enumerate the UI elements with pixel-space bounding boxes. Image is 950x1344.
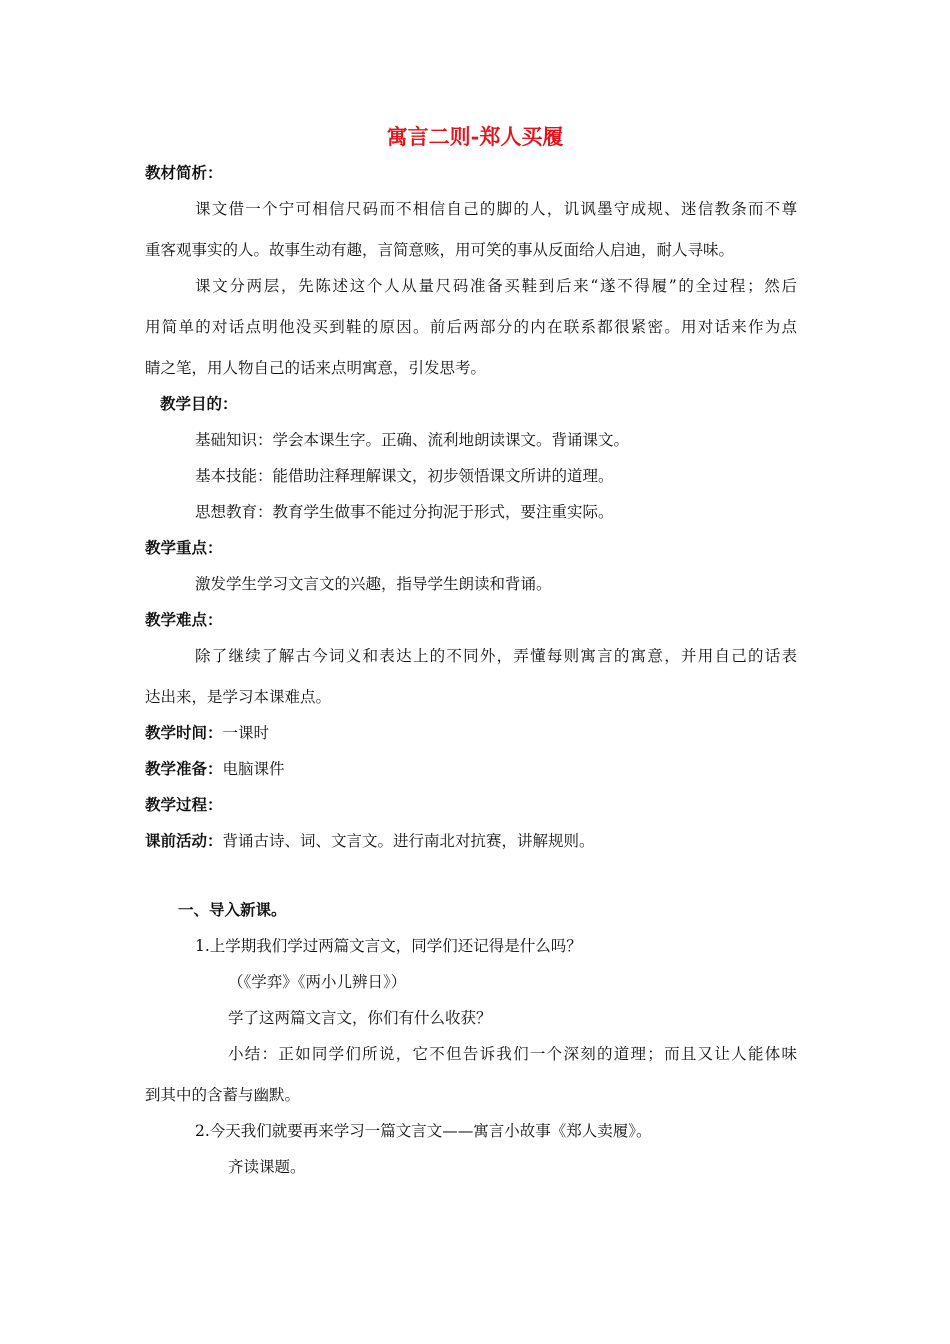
analysis-paragraph-2-line-2: 用简单的对话点明他没买到鞋的原因。前后两部分的内在联系都很紧密。用对话来作为点 — [145, 318, 797, 336]
document-title: 寓言二则-郑人买履 — [386, 124, 564, 149]
difficulties-heading: 教学难点： — [145, 610, 223, 629]
goal-thinking: 思想教育：教育学生做事不能过分拘泥于形式，要注重实际。 — [195, 503, 614, 521]
analysis-paragraph-2-line-1: 课文分两层，先陈述这个人从量尺码准备买鞋到后来“遂不得履”的全过程；然后 — [195, 277, 797, 295]
section-1-question-1-followup: 学了这两篇文言文，你们有什么收获？ — [228, 1009, 492, 1027]
section-1-question-2-followup: 齐读课题。 — [228, 1158, 306, 1176]
goals-heading: 教学目的： — [160, 394, 238, 413]
analysis-paragraph-2-line-3: 睛之笔，用人物自己的话来点明寓意，引发思考。 — [145, 359, 487, 377]
pre-activity — [145, 829, 595, 853]
pre-activity-label: 课前活动： — [145, 831, 223, 850]
section-1-question-2: 2.今天我们就要再来学习一篇文言文——寓言小故事《郑人卖履》。 — [195, 1122, 652, 1140]
section-1-heading: 一、导入新课。 — [178, 900, 287, 919]
analysis-heading: 教材简析： — [145, 163, 223, 182]
section-1-summary-line-2: 到其中的含蓄与幽默。 — [145, 1086, 301, 1104]
teaching-time-label: 教学时间： — [145, 723, 223, 742]
section-1-question-1-answer: （《学弈》《两小儿辨日》） — [228, 973, 407, 991]
process-heading: 教学过程： — [145, 795, 223, 814]
section-1-summary-line-1: 小结：正如同学们所说，它不但告诉我们一个深刻的道理；而且又让人能体味 — [228, 1045, 797, 1063]
key-points-text: 激发学生学习文言文的兴趣，指导学生朗读和背诵。 — [195, 575, 552, 593]
key-points-heading: 教学重点： — [145, 538, 223, 557]
pre-activity-value: 背诵古诗、词、文言文。进行南北对抗赛，讲解规则。 — [222, 832, 595, 850]
analysis-paragraph-1-line-2: 重客观事实的人。故事生动有趣，言简意赅，用可笑的事从反面给人启迪，耐人寻味。 — [145, 241, 735, 259]
analysis-paragraph-1-line-1: 课文借一个宁可相信尺码而不相信自己的脚的人，讥讽墨守成规、迷信教条而不尊 — [195, 200, 797, 218]
section-1-question-1: 1.上学期我们学过两篇文言文，同学们还记得是什么吗？ — [195, 937, 582, 955]
teaching-prep-label: 教学准备： — [145, 759, 223, 778]
difficulties-line-2: 达出来，是学习本课难点。 — [145, 688, 332, 706]
difficulties-line-1: 除了继续了解古今词义和表达上的不同外，弄懂每则寓言的寓意，并用自己的话表 — [195, 647, 797, 665]
teaching-time-value: 一课时 — [222, 724, 270, 742]
teaching-prep — [145, 757, 285, 781]
teaching-prep-value: 电脑课件 — [222, 760, 285, 778]
goal-skills: 基本技能：能借助注释理解课文，初步领悟课文所讲的道理。 — [195, 467, 614, 485]
teaching-time — [145, 721, 269, 745]
goal-knowledge: 基础知识：学会本课生字。正确、流利地朗读课文。背诵课文。 — [195, 431, 630, 449]
